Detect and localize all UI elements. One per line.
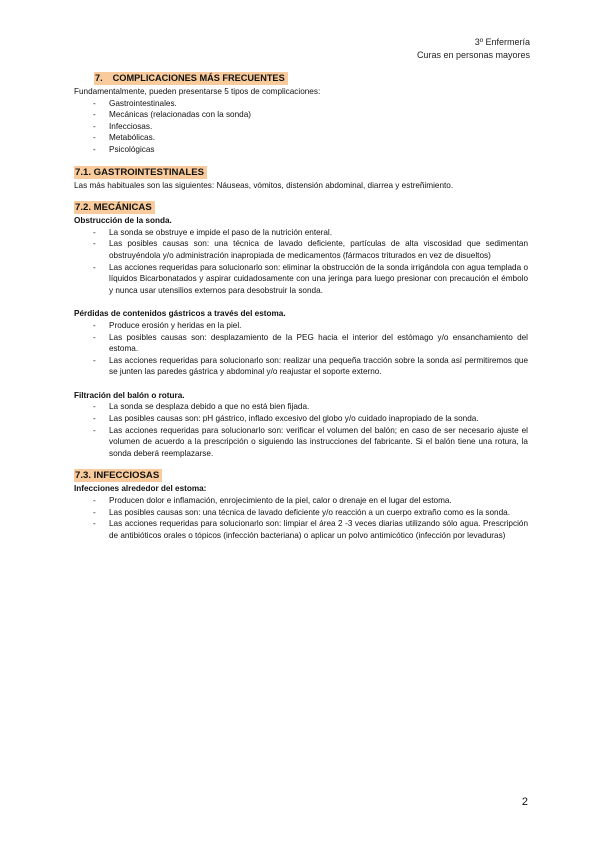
- header-subject: Curas en personas mayores: [416, 50, 530, 60]
- subheading: Filtración del balón o rotura.: [74, 390, 185, 400]
- list-item: - Mecánicas (relacionadas con la sonda): [74, 109, 528, 121]
- document-body: [74, 72, 528, 541]
- list-item: - Las acciones requeridas para solucionarlo son: verificar el volumen del balón; en caso de ser necesario ajuste el volumen de acuerdo a la prescripción o siguiendo las instrucciones del fabricante. Si el balón tiene una rotura, la sonda deberá reemplazarse.: [74, 425, 528, 460]
- page-number: 2: [521, 796, 528, 808]
- section-7-3-heading: [74, 469, 528, 482]
- gastric-loss-list: [74, 320, 528, 378]
- section-7-1-text: Las más habituales son las siguientes: Náuseas, vómitos, distensión abdominal, diarrea y estreñimiento.: [74, 180, 454, 190]
- section-7-title: COMPLICACIONES MÁS FRECUENTES: [112, 73, 285, 83]
- list-item: - Las posibles causas son: pH gástrico, inflado excesivo del globo y/o cuidado inapropiado de la sonda.: [74, 413, 528, 425]
- subheading: Pérdidas de contenidos gástricos a través del estoma.: [74, 309, 286, 319]
- header-course: 3º Enfermería: [474, 37, 530, 47]
- list-item: - La sonda se obstruye e impide el paso de la nutrición enteral.: [74, 227, 528, 239]
- list-item: - Metabólicas.: [74, 132, 528, 144]
- list-item: - Las posibles causas son: una técnica de lavado deficiente, partículas de alta viscosidad que sedimentan obstruyéndola y/o administración inapropiada de medicamentos (fármacos triturados en vez de disueltos): [74, 238, 528, 261]
- complication-types-list: [74, 98, 528, 156]
- list-item: - Produce erosión y heridas en la piel.: [74, 320, 528, 332]
- list-item: - Las posibles causas son: una técnica de lavado deficiente y/o reacción a un cuerpo extraño como es la sonda.: [74, 507, 528, 519]
- section-7-3-title: 7.3. INFECCIOSAS: [74, 469, 162, 482]
- subheading: Obstrucción de la sonda.: [74, 216, 172, 226]
- stoma-infection-group: [74, 483, 528, 541]
- list-item: - Psicológicas: [74, 144, 528, 156]
- list-item: - La sonda se desplaza debido a que no está bien fijada.: [74, 401, 528, 413]
- section-7-2-title: 7.2. MECÁNICAS: [74, 201, 155, 214]
- list-item: - Las acciones requeridas para solucionarlo son: eliminar la obstrucción de la sonda irrigándola con agua templada o líquidos Bicarbonatados y aspirar cuidadosamente con una jeringa para luego presionar con precaución el émbolo y nunca usar utensilios externos para desobstruir la sonda.: [74, 262, 528, 297]
- obstruction-group: [74, 215, 528, 296]
- section-7-1-title: 7.1. GASTROINTESTINALES: [74, 166, 207, 179]
- section-7-2-heading: [74, 201, 528, 214]
- section-7-intro: Fundamentalmente, pueden presentarse 5 tipos de complicaciones:: [74, 87, 321, 96]
- section-7-number: 7.: [95, 73, 103, 83]
- stoma-infection-list: [74, 495, 528, 541]
- section-7-heading: [94, 72, 528, 85]
- list-item: - Las acciones requeridas para solucionarlo son: realizar una pequeña tracción sobre la sonda así permitiremos que se junten las paredes gástrica y abdominal y/o reajustar el soporte externo.: [74, 355, 528, 378]
- balloon-group: [74, 390, 528, 460]
- gastric-loss-group: [74, 308, 528, 378]
- list-item: - Producen dolor e inflamación, enrojecimiento de la piel, calor o drenaje en el lugar del estoma.: [74, 495, 528, 507]
- balloon-list: [74, 401, 528, 459]
- subheading: Infecciones alrededor del estoma:: [74, 484, 207, 494]
- obstruction-list: [74, 227, 528, 297]
- list-item: - Las acciones requeridas para solucionarlo son: limpiar el área 2 -3 veces diarias utilizando sólo agua. Prescripción de antibióticos orales o tópicos (infección bacteriana) o aplicar un polvo antimicótico (infección por levaduras): [74, 518, 528, 541]
- list-item: - Infecciosas.: [74, 121, 528, 133]
- list-item: - Las posibles causas son: desplazamiento de la PEG hacia el interior del estómago y/o ensanchamiento del estoma.: [74, 332, 528, 355]
- page-header: [417, 36, 530, 62]
- section-7-1-heading: [74, 166, 528, 179]
- list-item: - Gastrointestinales.: [74, 98, 528, 110]
- section-7-highlight: [94, 72, 288, 85]
